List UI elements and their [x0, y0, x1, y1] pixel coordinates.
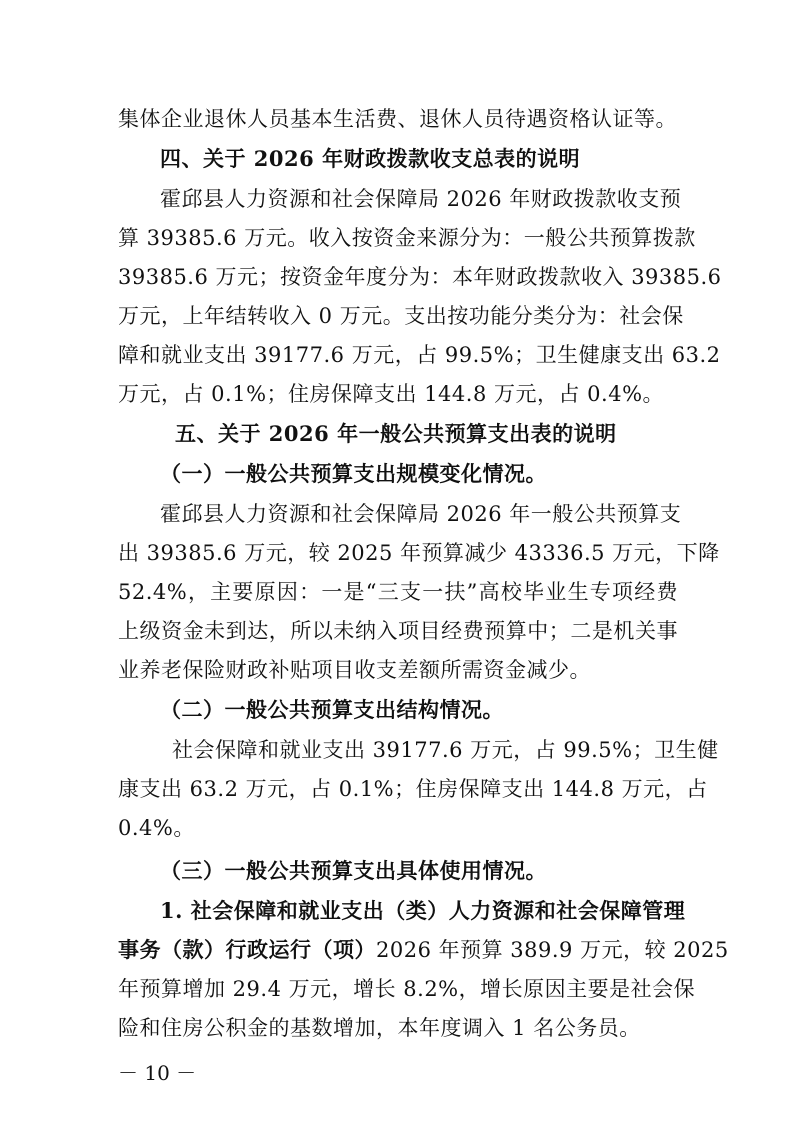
paragraph-line: 算 39385.6 万元。收入按资金来源分为：一般公共预算拨款: [118, 226, 696, 250]
paragraph-line: 年预算增加 29.4 万元，增长 8.2%，增长原因主要是社会保: [118, 977, 696, 1001]
item-heading-line: 1. 社会保障和就业支出（类）人力资源和社会保障管理: [160, 898, 686, 923]
paragraph-line: 社会保障和就业支出 39177.6 万元，占 99.5%；卫生健: [172, 738, 719, 762]
subsection-heading-2: （二）一般公共预算支出结构情况。: [160, 697, 504, 722]
subsection-heading-3: （三）一般公共预算支出具体使用情况。: [160, 858, 547, 883]
paragraph-line: 52.4%，主要原因：一是“三支一扶”高校毕业生专项经费: [118, 580, 678, 604]
subsection-heading-1: （一）一般公共预算支出规模变化情况。: [160, 461, 547, 486]
paragraph-line: 上级资金未到达，所以未纳入项目经费预算中；二是机关事: [118, 619, 678, 643]
page-number: － 10 －: [118, 1061, 197, 1085]
paragraph-line: 0.4%。: [118, 816, 195, 840]
paragraph-line: 康支出 63.2 万元，占 0.1%；住房保障支出 144.8 万元，占: [118, 777, 708, 801]
paragraph-line: 出 39385.6 万元，较 2025 年预算减少 43336.5 万元，下降: [118, 541, 720, 565]
paragraph-line: 险和住房公积金的基数增加，本年度调入 1 名公务员。: [118, 1016, 641, 1040]
section-heading-4: 四、关于 2026 年财政拨款收支总表的说明: [160, 146, 581, 171]
paragraph-line: 霍邱县人力资源和社会保障局 2026 年一般公共预算支: [160, 502, 682, 526]
paragraph-line: 集体企业退休人员基本生活费、退休人员待遇资格认证等。: [118, 107, 677, 131]
paragraph-line: 万元，上年结转收入 0 万元。支出按功能分类分为：社会保: [118, 304, 684, 328]
section-heading-5: 五、关于 2026 年一般公共预算支出表的说明: [175, 421, 617, 446]
paragraph-line: 39385.6 万元；按资金年度分为：本年财政拨款收入 39385.6: [118, 265, 722, 289]
paragraph-line: 霍邱县人力资源和社会保障局 2026 年财政拨款收支预: [160, 187, 682, 211]
item-heading-continuation: 事务（款）行政运行（项）: [118, 937, 376, 962]
item-text: 2026 年预算 389.9 万元，较 2025: [376, 938, 729, 962]
paragraph-line: 万元，占 0.1%；住房保障支出 144.8 万元，占 0.4%。: [118, 382, 665, 406]
paragraph-line: 障和就业支出 39177.6 万元，占 99.5%；卫生健康支出 63.2: [118, 343, 721, 367]
paragraph-line: 业养老保险财政补贴项目收支差额所需资金减少。: [118, 658, 591, 682]
mixed-paragraph-line: [118, 932, 729, 968]
